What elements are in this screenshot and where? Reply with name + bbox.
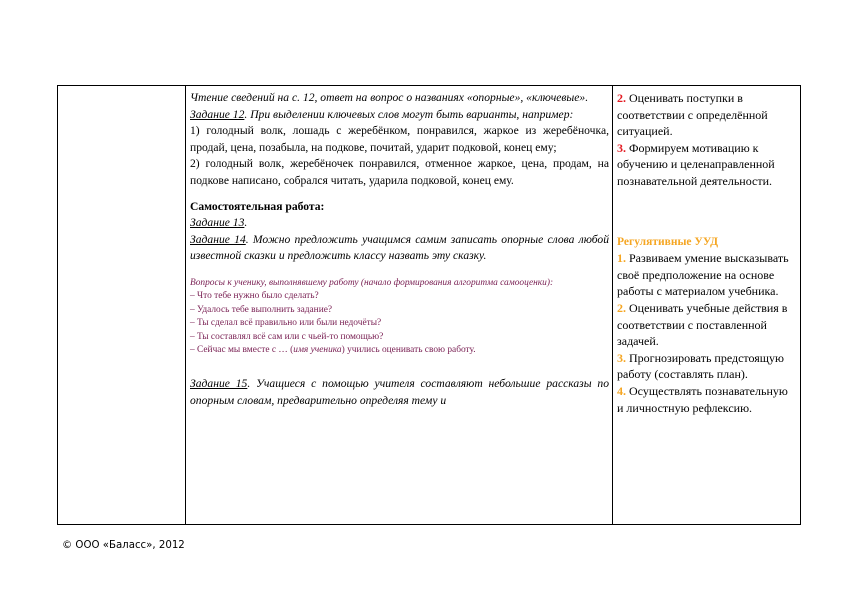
stage-cell	[58, 86, 186, 525]
copyright-footer: © ООО «Баласс», 2012	[62, 540, 185, 551]
question-item: – Удалось тебе выполнить задание?	[190, 304, 333, 315]
task-13-label: Задание 13	[190, 216, 245, 230]
uud-item: 2. Оценивать поступки в соответствии с определённой ситуацией.	[617, 91, 768, 139]
uud-item: 1. Развиваем умение высказывать своё предположение на основе работы с материалом учебника.	[617, 251, 789, 299]
question-item: – Ты сделал всё правильно или были недочёты?	[190, 318, 382, 329]
keyword-variant-2: 2) голодный волк, жеребёночек понравился, отменное жаркое, цена, продам, на подкове написано, собрался читать, ударила подковой, конец ему.	[190, 157, 609, 187]
task-15-label: Задание 15	[190, 376, 248, 390]
task-14-label: Задание 14	[190, 232, 246, 246]
lesson-table	[57, 85, 801, 525]
task-15	[190, 376, 609, 409]
self-assessment-questions	[190, 277, 609, 358]
task-12-text: . При выделении ключевых слов могут быть варианты, например:	[244, 107, 574, 121]
uud-item: 3. Прогнозировать предстоящую работу (составлять план).	[617, 350, 785, 382]
table-row	[58, 86, 801, 525]
regulative-uud-heading: Регулятивные УУД	[617, 235, 719, 248]
uud-item: 4. Осуществлять познавательную и личностную рефлексию.	[617, 383, 788, 415]
uud-item: 3. Формируем мотивацию к обучению и целенаправленной познавательной деятельности.	[617, 140, 775, 188]
reading-instruction: Чтение сведений на с. 12, ответ на вопрос о названиях «опорные», «ключевые».	[190, 91, 589, 104]
keyword-variant-1: 1) голодный волк, лошадь с жеребёнком, понравился, жаркое из жеребёночка, продай, цена, позабыла, на подкове, почитай, ударит подковой, конец ему;	[190, 124, 609, 154]
task-12	[190, 107, 609, 124]
question-item: – Что тебе нужно было сделать?	[190, 291, 319, 302]
question-item: – Сейчас мы вместе с … (имя ученика) учились оценивать свою работу.	[190, 345, 476, 356]
independent-work-heading: Самостоятельная работа:	[190, 199, 325, 213]
uud-cell	[613, 86, 801, 525]
question-item: – Ты составлял всё сам или с чьей-то помощью?	[190, 331, 384, 342]
questions-intro: Вопросы к ученику, выполнявшему работу (начало формирования алгоритма самооценки):	[190, 277, 554, 288]
task-12-label: Задание 12	[190, 107, 245, 121]
student-name-placeholder: имя ученика	[293, 345, 342, 356]
activity-cell	[186, 86, 613, 525]
uud-item: 2. Оценивать учебные действия в соответствии с поставленной задачей.	[617, 300, 788, 349]
task-13: Задание 13.	[190, 216, 248, 230]
task-14	[190, 232, 609, 265]
task-14-text: . Можно предложить учащимся самим записать опорные слова любой известной сказки и предложить классу назвать эту сказку.	[190, 232, 609, 263]
task-15-text: . Учащиеся с помощью учителя составляют небольшие рассказы по опорным словам, предварительно определяя тему и	[190, 376, 609, 407]
